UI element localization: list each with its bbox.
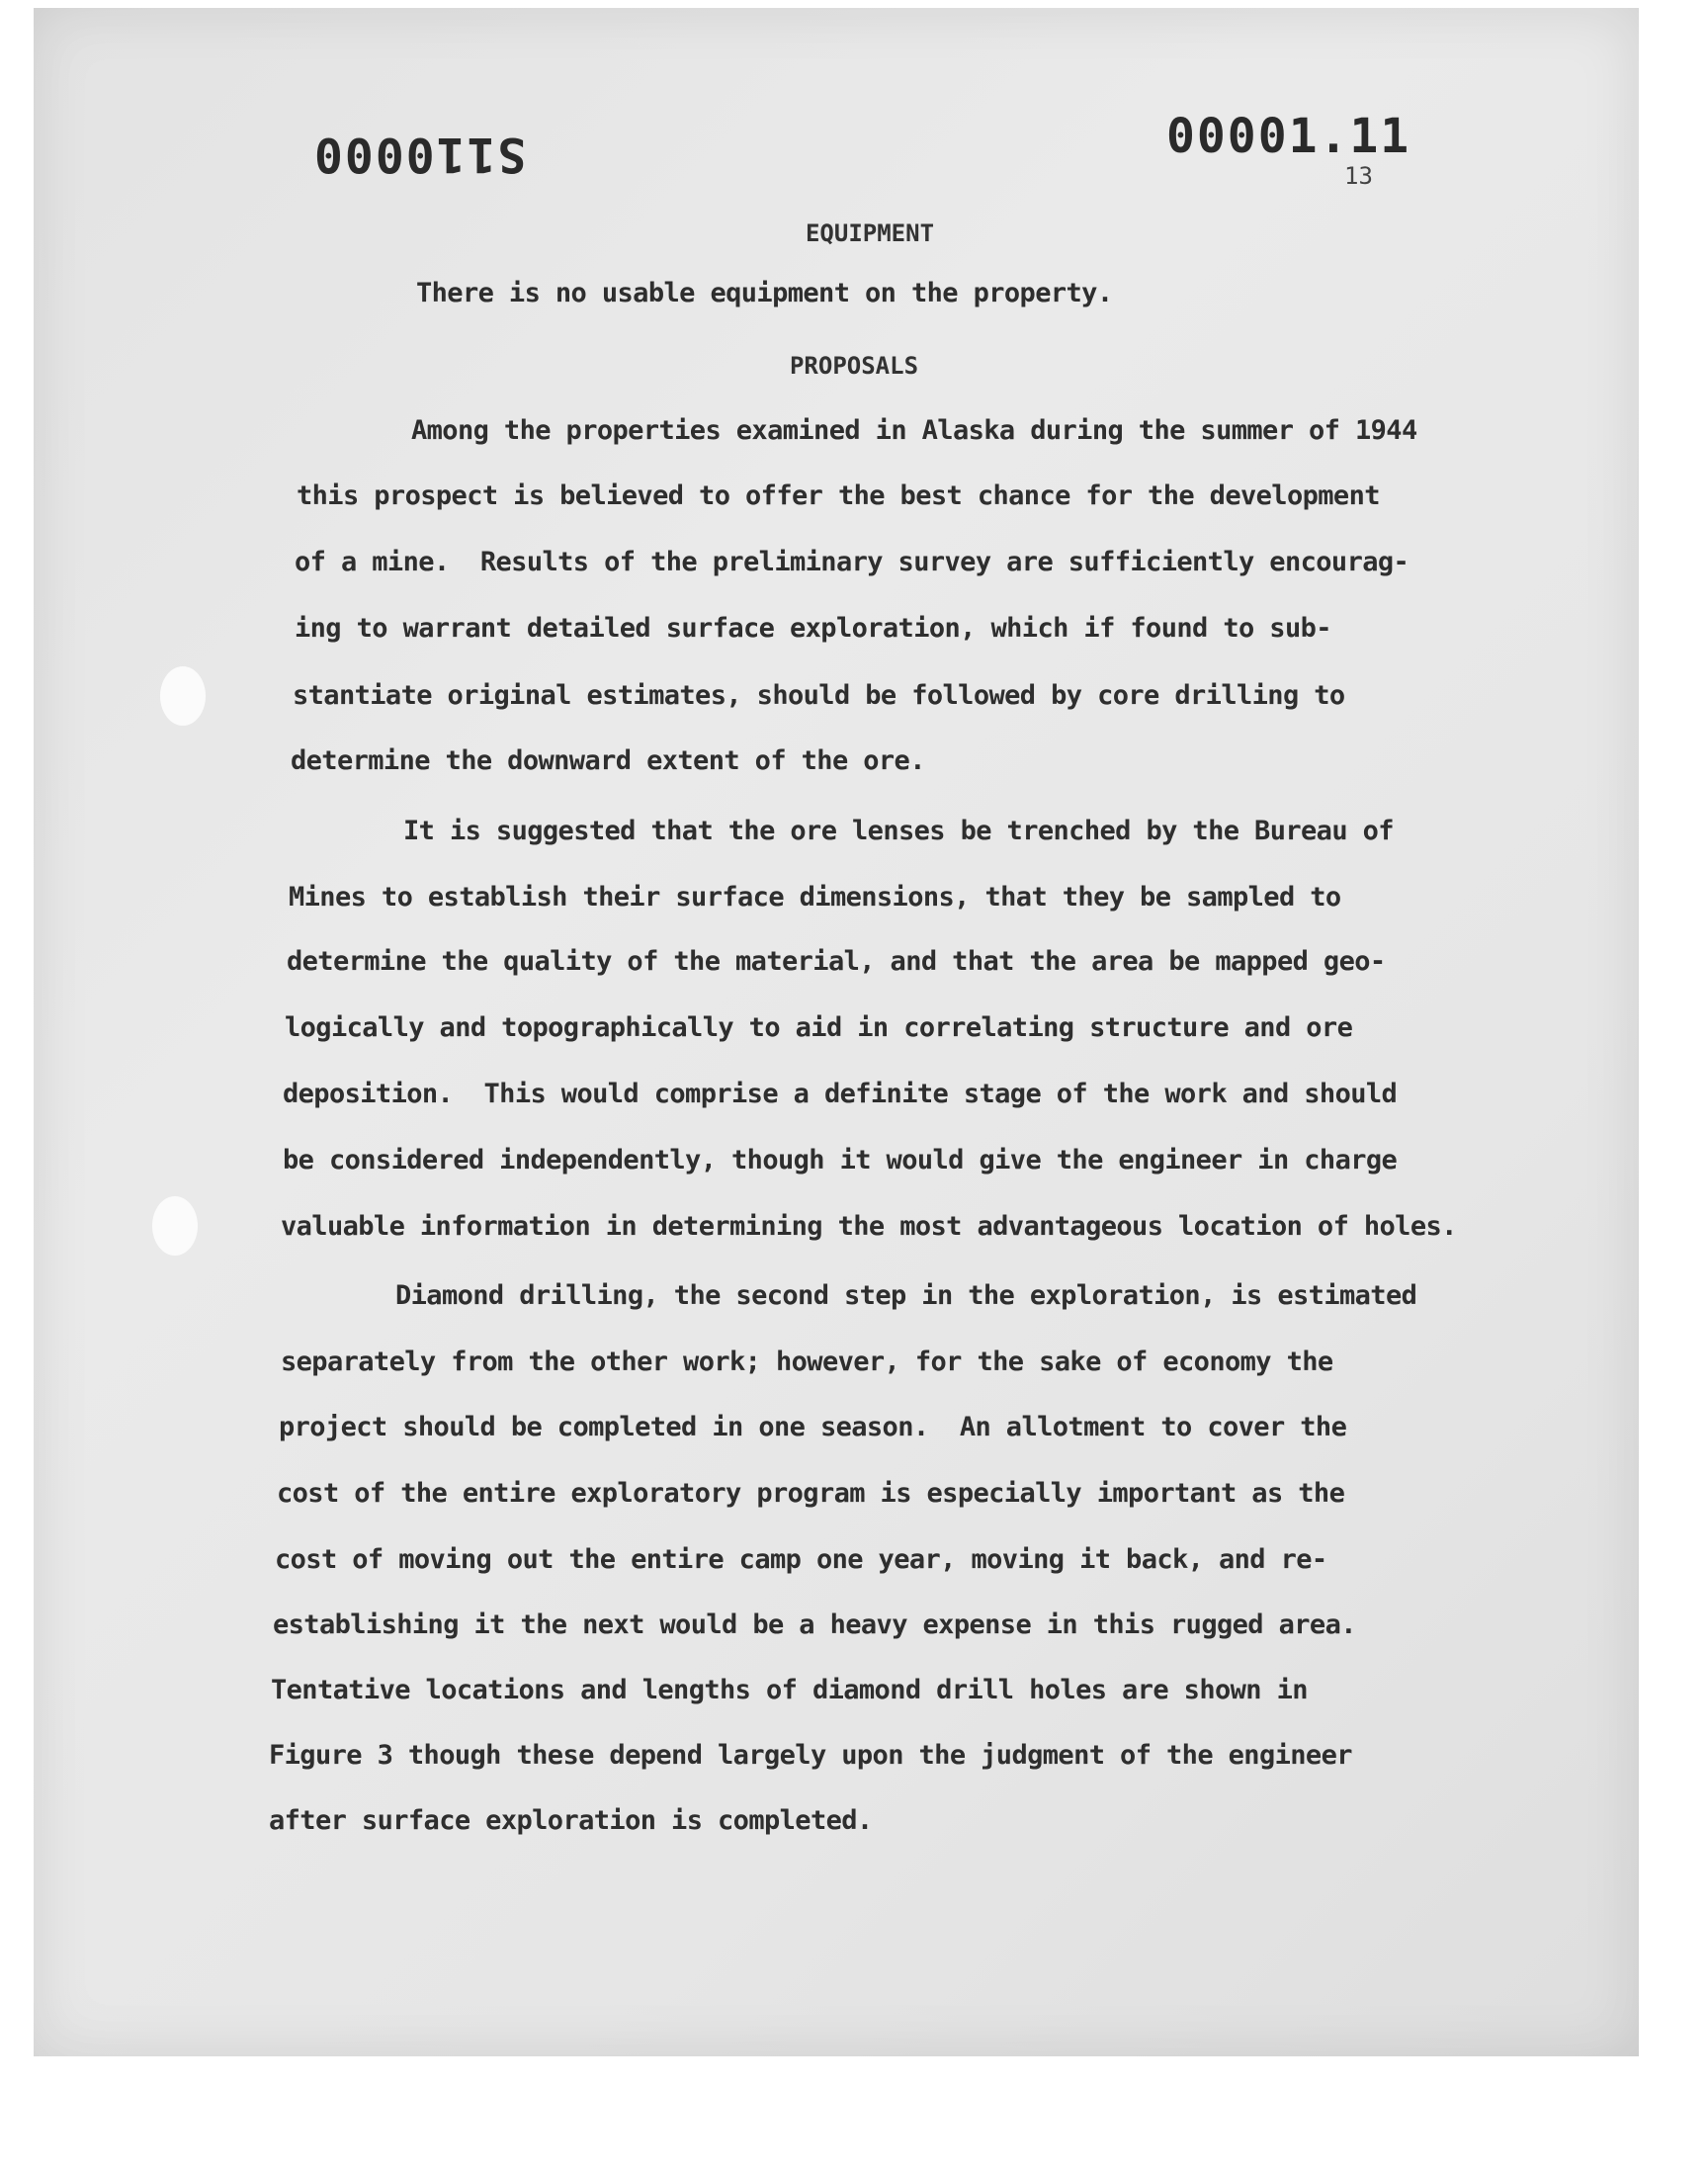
text-line: It is suggested that the ore lenses be trenched by the Bureau of — [403, 816, 1394, 846]
text-line: ing to warrant detailed surface exploration, which if found to sub- — [295, 613, 1331, 644]
text-line: deposition. This would comprise a definite stage of the work and should — [283, 1079, 1398, 1109]
text-line: Among the properties examined in Alaska during the summer of 1944 — [411, 415, 1417, 446]
text-line: establishing it the next would be a heavy expense in this rugged area. — [273, 1610, 1356, 1640]
section-heading-proposals: PROPOSALS — [789, 352, 919, 380]
text-line: determine the downward extent of the ore. — [291, 745, 925, 776]
text-line: be considered independently, though it would give the engineer in charge — [283, 1145, 1398, 1175]
text-line: project should be completed in one season. An allotment to cover the — [279, 1412, 1347, 1442]
text-line: after surface exploration is completed. — [269, 1805, 873, 1836]
equipment-text: There is no usable equipment on the property. — [416, 278, 1113, 308]
text-line: determine the quality of the material, and that the area be mapped geo- — [287, 946, 1386, 977]
text-line: cost of moving out the entire camp one year, moving it back, and re- — [275, 1544, 1327, 1575]
stamp-number-right: 00001.11 — [1166, 109, 1411, 164]
text-line: logically and topographically to aid in correlating structure and ore — [285, 1012, 1353, 1043]
text-line: Diamond drilling, the second step in the exploration, is estimated — [395, 1280, 1417, 1311]
punch-hole — [152, 1196, 198, 1256]
text-line: valuable information in determining the most advantageous location of holes. — [281, 1211, 1457, 1242]
punch-hole — [160, 666, 206, 726]
text-line: of a mine. Results of the preliminary survey are sufficiently encourag- — [295, 547, 1409, 577]
stamp-number-left: S110000 — [312, 127, 527, 182]
text-line: this prospect is believed to offer the best chance for the development — [297, 480, 1380, 511]
text-line: Figure 3 though these depend largely upon the judgment of the engineer — [269, 1740, 1352, 1771]
text-line: stantiate original estimates, should be followed by core drilling to — [293, 680, 1345, 711]
text-line: Mines to establish their surface dimensions, that they be sampled to — [289, 882, 1341, 913]
page-number: 13 — [1344, 162, 1373, 190]
section-heading-equipment: EQUIPMENT — [805, 219, 935, 247]
text-line: cost of the entire exploratory program is especially important as the — [277, 1478, 1345, 1509]
text-line: separately from the other work; however, for the sake of economy the — [281, 1347, 1333, 1377]
text-line: Tentative locations and lengths of diamond drill holes are shown in — [271, 1675, 1308, 1705]
